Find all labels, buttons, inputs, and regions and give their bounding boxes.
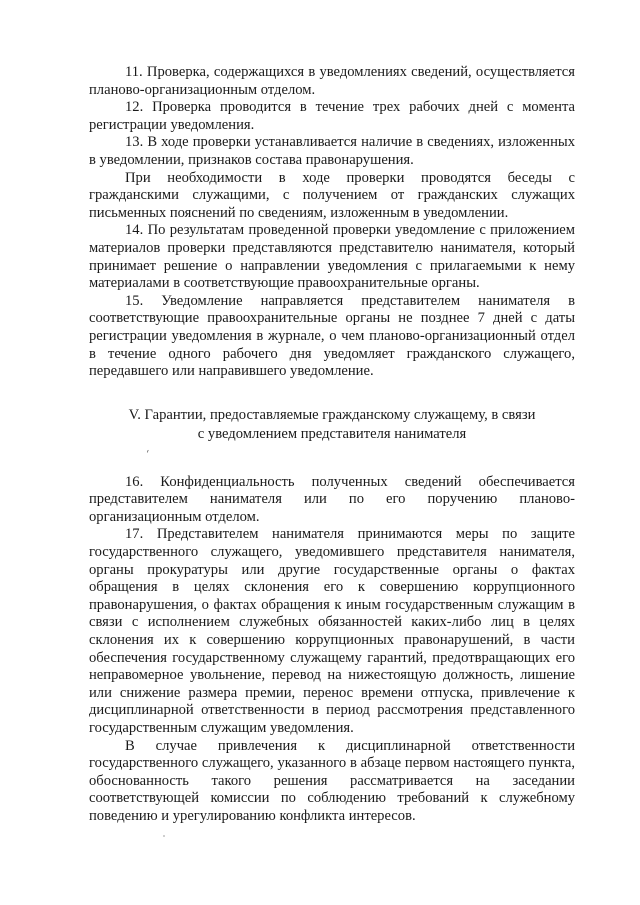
paragraph-15: 15. Уведомление направляется представителем нанимателя в соответствующие правоохранительные органы не позднее 7 дней с даты регистрации уведомления в журнале, о чем планово-организационный отдел в течение одного рабочего дня уведомляет гражданского служащего, передавшего или направившего уведомление.	[89, 292, 575, 380]
section-heading-line-2: с уведомлением представителя нанимателя	[197, 425, 467, 442]
paragraph-17-continued: В случае привлечения к дисциплинарной ответственности государственного служащего, указанного в абзаце первом настоящего пункта, обоснованность такого решения рассматривается на заседании соответствующей комиссии по соблюдению требований к служебному поведению и урегулированию конфликта интересов.	[89, 737, 575, 824]
document-body	[89, 64, 575, 826]
scan-speck	[163, 835, 165, 837]
paragraph-11: 11. Проверка, содержащихся в уведомлениях сведений, осуществляется планово-организационным отделом.	[89, 64, 575, 98]
paragraph-16: 16. Конфиденциальность полученных сведений обеспечивается представителем нанимателя или по его поручению планово-организационным отделом.	[89, 473, 575, 525]
paragraph-13: 13. В ходе проверки устанавливается наличие в сведениях, изложенных в уведомлении, признаков состава правонарушения.	[89, 134, 575, 168]
section-heading	[89, 406, 575, 444]
stray-pen-mark: ˊ	[143, 448, 154, 463]
paragraph-12: 12. Проверка проводится в течение трех рабочих дней с момента регистрации уведомления.	[89, 99, 575, 133]
section-heading-line-1: V. Гарантии, предоставляемые гражданскому служащему, в связи	[128, 406, 536, 423]
paragraph-13-continued: При необходимости в ходе проверки проводятся беседы с гражданскими служащими, с получением от гражданских служащих письменных пояснений по сведениям, изложенным в уведомлении.	[89, 169, 575, 221]
paragraph-14: 14. По результатам проведенной проверки уведомление с приложением материалов проверки представляются представителю нанимателя, который принимает решение о направлении уведомления с прилагаемыми к нему материалами в соответствующие правоохранительные органы.	[89, 222, 575, 292]
paragraph-17: 17. Представителем нанимателя принимаются меры по защите государственного служащего, уведомившего представителя нанимателя, органы прокуратуры или другие государственные органы о фактах обращения в целях склонения его к совершению коррупционного правонарушения, о фактах обращения к иным государственным служащим в связи с исполнением служебных обязанностей каких-либо лиц в целях склонения их к совершению коррупционных правонарушений, в части обеспечения государственному служащему гарантий, предотвращающих его неправомерное увольнение, перевод на нижестоящую должность, лишение или снижение размера премии, перенос времени отпуска, привлечение к дисциплинарной ответственности в период рассмотрения представленного государственным служащим уведомления.	[89, 526, 575, 736]
